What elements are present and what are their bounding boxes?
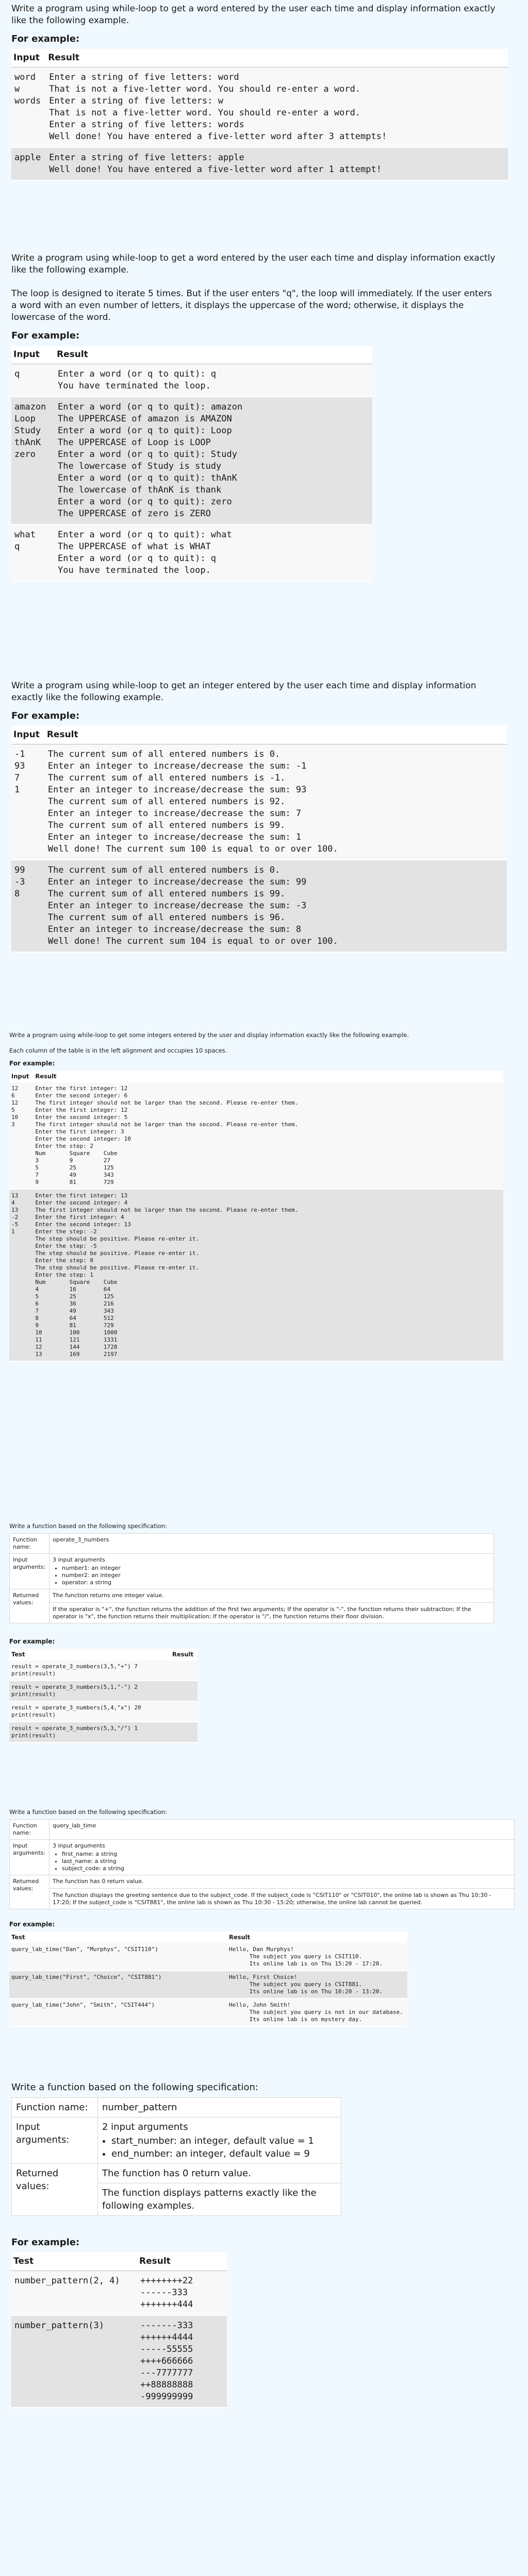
function-name: operate_3_numbers xyxy=(50,1534,494,1554)
input-cell: amazon Loop Study thAnK zero xyxy=(14,402,46,460)
test-cell: number_pattern(3) xyxy=(14,2320,104,2331)
spec-key: Function name: xyxy=(12,2098,98,2117)
result-header: Result xyxy=(227,1931,407,1943)
table-row xyxy=(11,364,372,397)
spec-key: Returned values: xyxy=(12,2164,98,2216)
spec-table xyxy=(9,1533,494,1623)
spec-key: Function name: xyxy=(10,1820,50,1840)
input-count: 3 input arguments xyxy=(53,1556,105,1563)
input-cell: what q xyxy=(14,530,36,552)
input-header: Input xyxy=(11,49,46,67)
table-row xyxy=(9,1943,407,1971)
argument-item: • number1: an integer xyxy=(62,1565,490,1572)
function-name: number_pattern xyxy=(98,2098,341,2117)
test-cell: query_lab_time("First", "Choice", "CSIT881") xyxy=(11,1974,162,1980)
table-row xyxy=(11,397,372,524)
table-row xyxy=(11,67,508,148)
result-cell: Enter a word (or q to quit): what The UPPERCASE of what is WHAT Enter a word (or q to quit): q You have terminated the loop. xyxy=(58,530,232,575)
example-label: For example: xyxy=(9,1060,55,1067)
return-summary: The function has 0 return value. xyxy=(50,1878,514,1889)
input-count: 3 input arguments xyxy=(53,1842,105,1849)
test-cell: number_pattern(2, 4) xyxy=(14,2276,120,2286)
argument-item: • first_name: a string xyxy=(62,1851,511,1858)
table-row xyxy=(9,1082,503,1189)
result-cell: Enter a word (or q to quit): q You have terminated the loop. xyxy=(58,369,217,391)
table-row xyxy=(9,1189,503,1361)
table-row xyxy=(11,524,372,581)
result-header: Result xyxy=(46,49,508,67)
test-header: Test xyxy=(9,1931,227,1943)
exercise-description: Write a program using while-loop to get a word entered by the user each time and display information exactly like the following example. xyxy=(11,4,496,26)
input-cell: q xyxy=(14,369,20,379)
spec-key: Function name: xyxy=(10,1534,50,1554)
exercise-description: Write a function based on the following specification: xyxy=(11,2082,258,2093)
table-row xyxy=(9,1701,197,1722)
spec-key: Input arguments: xyxy=(12,2117,98,2164)
test-cell: result = operate_3_numbers(5,4,"x") 20 print(result) xyxy=(11,1704,141,1718)
test-cell: query_lab_time("John", "Smith", "CSIT444") xyxy=(11,2002,155,2008)
return-summary: The function has 0 return value. xyxy=(98,2167,341,2183)
exercise-description: Write a program using while-loop to get some integers entered by the user and display information exactly like the following example. Each column of the table is in the left alignment and occupies 10 spaces. xyxy=(9,1031,409,1054)
example-table xyxy=(11,49,508,181)
example-table xyxy=(9,1071,503,1362)
spec-table xyxy=(9,1819,515,1909)
table-row xyxy=(11,860,507,952)
input-cell: apple xyxy=(14,152,41,163)
result-cell: Hello, John Smith! The subject you query is not in our database. Its online lab is on mystery day. xyxy=(229,2002,403,2023)
result-cell: Enter a string of five letters: word That is not a five-letter word. You should re-enter a word. Enter a string of five letters: w That is not a five-letter word. You should re-enter a word. Enter a string of five letters: words Well done! You have entered a five-letter word after 3 attempts! xyxy=(49,72,387,142)
input-header: Input xyxy=(11,726,45,744)
exercise-description: Write a function based on the following specification: xyxy=(9,1808,167,1816)
argument-item: • subject_code: a string xyxy=(62,1865,511,1872)
result-header: Result xyxy=(33,1071,503,1082)
argument-item: • end_number: an integer, default value = 9 xyxy=(111,2147,337,2160)
table-row xyxy=(9,1971,407,1998)
spec-key: Returned values: xyxy=(10,1875,50,1909)
table-row xyxy=(9,1660,197,1681)
input-header: Input xyxy=(11,346,55,364)
example-label: For example: xyxy=(11,710,80,721)
table-row xyxy=(11,2271,227,2316)
spec-table xyxy=(11,2097,341,2216)
test-cell: result = operate_3_numbers(3,5,"+") 7 print(result) xyxy=(11,1663,138,1677)
input-cell: 12 6 12 5 10 3 xyxy=(11,1085,19,1128)
example-label: For example: xyxy=(11,33,80,44)
result-cell: The current sum of all entered numbers is 0. Enter an integer to increase/decrease the sum: -1 The current sum of all entered numbers is -1. Enter an integer to increase/decrease the sum: 93 The current sum of all entered numbers is 92. Enter an integer to increase/decrease the sum: 7 The current sum of all entered numbers is 99. Enter an integer to increase/decrease the sum: 1 Well done! The current sum 100 is equal to or over 100. xyxy=(47,749,338,854)
return-detail: The function displays the greeting sentence due to the subject_code. If the subject_code is "CSIT110" or "CSIT010", the online lab is shown as Thu 10:30 - 17:20; If the subject_code is "CSIT881", the online lab is shown as Thu 10:30 - 15:20; otherwise, the online lab cannot be queried. xyxy=(53,1892,491,1906)
table-row xyxy=(9,1681,197,1701)
example-table xyxy=(11,346,372,582)
argument-item: • start_number: an integer, default value = 1 xyxy=(111,2134,337,2147)
table-row xyxy=(9,1722,197,1742)
table-row xyxy=(9,1998,407,2026)
input-cell: -1 93 7 1 xyxy=(14,749,25,795)
result-cell: Hello, First Choice! The subject you query is CSIT881. Its online lab is on Thu 10:20 - 13:20. xyxy=(229,1974,383,1995)
exercise-description: Write a program using while-loop to get an integer entered by the user each time and display information exactly like the following example. xyxy=(11,681,476,703)
result-header: Result xyxy=(45,726,507,744)
exercise-uppercase-loop xyxy=(0,252,528,582)
exercise-sum-to-100 xyxy=(0,680,528,953)
test-cell: query_lab_time("Dan", "Murphys", "CSIT110") xyxy=(11,1946,158,1953)
function-name: query_lab_time xyxy=(50,1820,515,1840)
table-row xyxy=(11,744,507,860)
spec-key: Input arguments: xyxy=(10,1554,50,1589)
exercise-five-letter-word xyxy=(0,3,528,181)
table-row xyxy=(11,2315,227,2408)
result-header: Result xyxy=(137,2252,227,2271)
example-label: For example: xyxy=(11,330,80,341)
test-header: Test xyxy=(11,2252,137,2271)
example-table xyxy=(11,2252,227,2408)
result-cell: Enter the first integer: 12 Enter the second integer: 6 The first integer should not be larger than the second. Please re-enter them. Enter the first integer: 12 Enter the second integer: 5 The first integer should not be larger than the second. Please re-enter them. Enter the first integer: 3 Enter the second integer: 10 Enter the step: 2 Num Square Cube 3 9 27 5 25 125 7 49 343 9 81 729 xyxy=(35,1085,299,1185)
exercise-description: Write a program using while-loop to get a word entered by the user each time and display information exactly like the following example. The loop is designed to iterate 5 times. But if the user enters "q", the loop will immediately. If the user enters a word with an even number of letters, it displays the uppercase of the word; otherwise, it displays the lowercase of the word. xyxy=(11,253,496,323)
input-cell: 99 -3 8 xyxy=(14,865,25,899)
result-header: Result xyxy=(170,1649,197,1660)
result-cell: Enter the first integer: 13 Enter the second integer: 4 The first integer should not be larger than the second. Please re-enter them. Enter the first integer: 4 Enter the second integer: 13 Enter the step: -2 The step should be positive. Please re-enter it. Enter the step: -5 The step should be positive. Please re-enter it. Enter the step: 0 The step should be positive. Please re-enter it. Enter the step: 1 Num Square Cube 4 16 64 5 25 125 6 36 216 7 49 343 8 64 512 9 81 729 10 100 1000 11 121 1331 12 144 1728 13 169 2197 xyxy=(35,1192,299,1358)
result-cell: ++++++++22 ------333 +++++++444 xyxy=(140,2276,193,2310)
input-header: Input xyxy=(9,1071,33,1082)
argument-item: • number2: an integer xyxy=(62,1572,490,1579)
example-label: For example: xyxy=(9,1638,55,1645)
return-detail: The function displays patterns exactly like the following examples. xyxy=(102,2188,317,2211)
result-cell: Enter a string of five letters: apple Well done! You have entered a five-letter word after 1 attempt! xyxy=(49,152,382,175)
result-cell: -------333 ++++++4444 -----55555 ++++666666 ---7777777 ++88888888 -999999999 xyxy=(140,2320,193,2402)
exercise-operate-3-numbers xyxy=(0,1522,528,1743)
argument-item: • operator: a string xyxy=(62,1579,490,1586)
example-label: For example: xyxy=(11,2237,80,2248)
result-header: Result xyxy=(55,346,372,364)
example-table xyxy=(11,726,507,953)
exercise-description: Write a function based on the following specification: xyxy=(9,1522,167,1530)
return-summary: The function returns one integer value. xyxy=(50,1592,493,1603)
argument-item: • last_name: a string xyxy=(62,1858,511,1865)
spec-key: Input arguments: xyxy=(10,1840,50,1875)
example-table xyxy=(9,1931,407,2027)
exercise-query-lab-time xyxy=(0,1808,528,2027)
exercise-square-cube-table xyxy=(0,1031,528,1362)
input-cell: word w words xyxy=(14,72,41,106)
spec-key: Returned values: xyxy=(10,1589,50,1623)
example-label: For example: xyxy=(9,1921,55,1928)
exercise-number-pattern xyxy=(0,2081,528,2408)
result-cell: Hello, Dan Murphys! The subject you query is CSIT110. Its online lab is on Thu 15:20 - 17:20. xyxy=(229,1946,383,1967)
test-cell: result = operate_3_numbers(5,1,"-") 2 print(result) xyxy=(11,1684,138,1698)
result-cell: The current sum of all entered numbers is 0. Enter an integer to increase/decrease the sum: 99 The current sum of all entered numbers is 99. Enter an integer to increase/decrease the sum: -3 The current sum of all entered numbers is 96. Enter an integer to increase/decrease the sum: 8 Well done! The current sum 104 is equal to or over 100. xyxy=(47,865,338,946)
result-cell: Enter a word (or q to quit): amazon The UPPERCASE of amazon is AMAZON Enter a word (or q to quit): Loop The UPPERCASE of Loop is LOOP Enter a word (or q to quit): Study The lowercase of Study is study Enter a word (or q to quit): thAnK The lowercase of thAnK is thank Enter a word (or q to quit): zero The UPPERCASE of zero is ZERO xyxy=(58,402,243,519)
test-cell: result = operate_3_numbers(5,3,"/") 1 print(result) xyxy=(11,1725,138,1739)
test-header: Test xyxy=(9,1649,170,1660)
input-count: 2 input arguments xyxy=(102,2122,188,2132)
example-table xyxy=(9,1649,197,1743)
table-row xyxy=(11,147,508,180)
return-detail: If the operator is "+", the function returns the addition of the first two arguments; If the operator is "-", the function returns their subtraction; If the operator is "x", the function returns their multiplication; If the operator is "/", the function returns their floor division. xyxy=(53,1606,471,1620)
input-cell: 13 4 13 -2 -5 1 xyxy=(11,1192,19,1235)
